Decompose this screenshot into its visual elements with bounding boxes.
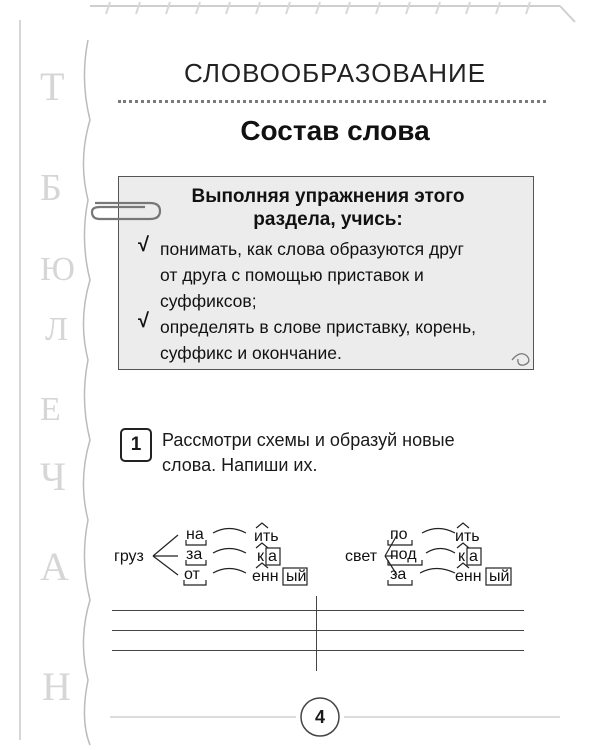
svg-text:Е: Е — [40, 391, 61, 428]
task-line: Рассмотри схемы и образуй новые — [162, 430, 455, 450]
ending-right: ый — [489, 568, 510, 585]
svg-text:Л: Л — [45, 311, 69, 348]
suffix-right: ить — [455, 528, 480, 545]
suffix-left: ить — [254, 528, 279, 545]
prefix-right: по — [390, 526, 408, 543]
suffix-right: к — [458, 548, 465, 565]
info-box-line: от друга с помощью приставок и — [160, 265, 424, 285]
root-word-left: груз — [114, 548, 144, 565]
task-number: 1 — [120, 428, 152, 462]
svg-text:Б: Б — [40, 167, 62, 209]
prefix-left: за — [186, 546, 203, 563]
info-box-line: понимать, как слова образуются друг — [160, 239, 464, 259]
ending-left: ый — [286, 568, 307, 585]
svg-text:Ч: Ч — [40, 454, 66, 499]
page-number: 4 — [314, 707, 325, 727]
section-title: СЛОВООБРАЗОВАНИЕ — [183, 58, 487, 88]
task-line: слова. Напиши их. — [162, 455, 318, 475]
svg-text:А: А — [40, 544, 69, 589]
checkmark-icon: √ — [138, 310, 149, 332]
info-box-title-line: раздела, учись: — [253, 209, 403, 230]
svg-text:Ю: Ю — [40, 251, 75, 288]
ending-right: а — [469, 548, 478, 565]
prefix-right: за — [390, 566, 407, 583]
svg-text:Т: Т — [40, 64, 65, 109]
suffix-right: енн — [455, 568, 482, 585]
suffix-left: к — [257, 548, 264, 565]
ending-left: а — [268, 548, 277, 565]
prefix-right: под — [390, 546, 417, 563]
info-box-line: суффикс и окончание. — [160, 343, 342, 363]
root-word-right: свет — [345, 548, 378, 565]
prefix-left: на — [186, 526, 204, 543]
info-box-title-line: Выполняя упражнения этого — [191, 186, 465, 207]
topic-title: Состав слова — [240, 115, 430, 146]
info-box-line: суффиксов; — [160, 291, 257, 311]
checkmark-icon: √ — [138, 234, 149, 256]
prefix-left: от — [184, 566, 200, 583]
svg-text:Н: Н — [42, 664, 71, 709]
info-box-line: определять в слове приставку, корень, — [160, 317, 476, 337]
suffix-left: енн — [252, 568, 279, 585]
